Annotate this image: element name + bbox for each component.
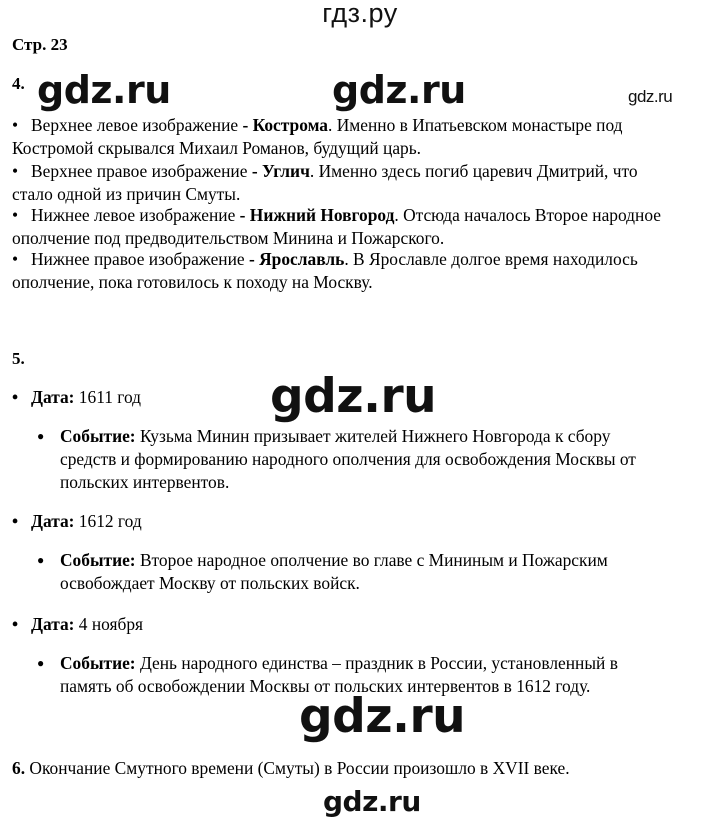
watermark: gdz.ru bbox=[299, 689, 466, 744]
bullet-icon: • bbox=[12, 205, 19, 225]
date-item-1: • Дата: 1611 год bbox=[12, 387, 142, 407]
task-4-number: 4. bbox=[12, 74, 25, 93]
bullet-icon: • bbox=[12, 387, 19, 407]
task-4-item-1: • Верхнее левое изображение - Кострома. Именно в Ипатьевском монастыре под Костромой скрывался Михаил Романов, будущий царь. bbox=[12, 115, 623, 158]
task-4-item-2: • Верхнее правое изображение - Углич. Именно здесь погиб царевич Дмитрий, что стало одной из причин Смуты. bbox=[12, 161, 638, 204]
bullet-icon: • bbox=[12, 249, 19, 269]
site-header[interactable]: гдз.ру bbox=[322, 0, 398, 28]
task-6: 6. Окончание Смутного времени (Смуты) в России произошло в XVII веке. bbox=[12, 758, 570, 778]
bullet-icon: ● bbox=[37, 429, 45, 443]
event-item-3: ● Событие: День народного единства – праздник в России, установленный в память об освобождении Москвы от польских интервентов в 1612 году. bbox=[37, 653, 618, 696]
bullet-icon: • bbox=[12, 161, 19, 181]
bullet-icon: ● bbox=[37, 656, 45, 670]
watermark-small: gdz.ru bbox=[628, 87, 673, 106]
bullet-icon: ● bbox=[37, 553, 45, 567]
event-item-2: ● Событие: Второе народное ополчение во главе с Мининым и Пожарским освобождает Москву от польских войск. bbox=[37, 550, 608, 593]
watermark: gdz.ru bbox=[332, 68, 466, 112]
date-item-2: • Дата: 1612 год bbox=[12, 511, 142, 531]
task-4-item-3: • Нижнее левое изображение - Нижний Новгород. Отсюда началось Второе народное ополчение под предводительством Минина и Пожарского. bbox=[12, 205, 661, 248]
bullet-icon: • bbox=[12, 511, 19, 531]
task-5-number: 5. bbox=[12, 349, 25, 368]
watermark-footer: gdz.ru bbox=[323, 785, 421, 818]
watermark: gdz.ru bbox=[270, 369, 437, 424]
task-4-item-4: • Нижнее правое изображение - Ярославль. В Ярославле долгое время находилось ополчение, пока готовилось к походу на Москву. bbox=[12, 249, 638, 292]
date-item-3: • Дата: 4 ноября bbox=[12, 614, 144, 634]
event-item-1: ● Событие: Кузьма Минин призывает жителей Нижнего Новгорода к сбору средств и формированию народного ополчения для освобождения Москвы от польских интервентов. bbox=[37, 426, 636, 492]
watermark: gdz.ru bbox=[37, 68, 171, 112]
bullet-icon: • bbox=[12, 115, 19, 135]
page-reference: Стр. 23 bbox=[12, 35, 68, 54]
bullet-icon: • bbox=[12, 614, 19, 634]
